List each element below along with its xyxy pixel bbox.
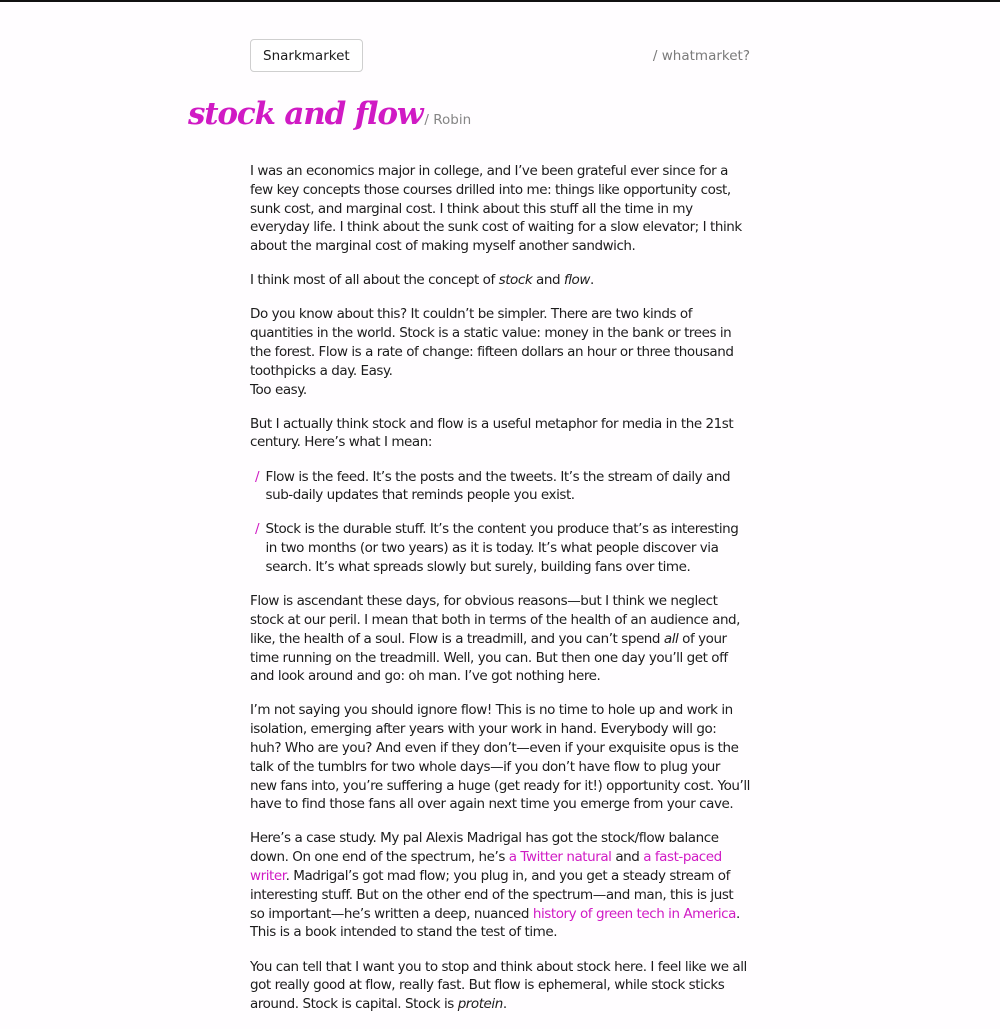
article-body [250,162,750,1029]
top-border [0,0,1000,2]
paragraph-8 [250,958,750,1014]
list-item [250,520,750,576]
definition-list [250,468,750,577]
emphasis-all: all [663,630,679,647]
text-span: I think most of all about the concept of [250,272,499,289]
text-span: . Madrigal’s got mad flow; you plug in, and you get a steady stream of interesting stuff. But on the other end of the spectrum—and man, this is just so important—he’s written a deep, nuanced [250,868,734,922]
paragraph-2 [250,271,750,290]
site-home-button[interactable]: Snarkmarket [250,39,363,72]
slash-bullet-icon: / [255,468,260,485]
whatmarket-link[interactable]: / whatmarket? [652,48,750,64]
post-byline[interactable]: / Robin [424,112,472,128]
twitter-natural-link[interactable]: a Twitter natural [508,849,612,866]
emphasis-flow: flow [563,272,590,289]
paragraph-5 [250,592,750,686]
text-span: Here’s a case study. My pal Alexis Madrigal has got the stock/flow balance down. On one end of the spectrum, he’s [250,830,719,866]
text-span: You can tell that I want you to stop and think about stock here. I feel like we all got really good at flow, really fast. But flow is ephemeral, while stock sticks around. Stock is capital. Stock is [250,958,747,1013]
list-item [250,468,750,506]
text-span: Do you know about this? It couldn’t be simpler. There are two kinds of quantities in the world. Stock is a static value: money in the bank or trees in the forest. Flow is a rate of change: fifteen dollars an hour or three thousand toothpicks a day. Easy. [250,306,734,379]
list-item-text: Stock is the durable stuff. It’s the content you produce that’s as interesting in two months (or two years) as it is today. It’s what people discover via search. It’s what spreads slowly but surely, building fans over time. [265,521,739,576]
list-item-text: Flow is the feed. It’s the posts and the tweets. It’s the stream of daily and sub-daily updates that reminds people you exist. [265,468,731,504]
text-span: of your time running on the treadmill. Well, you can. But then one day you’ll get off and look around and go: oh man. I’ve got nothing here. [250,630,728,685]
text-span: and [532,272,564,289]
paragraph-3 [250,305,750,399]
slash-bullet-icon: / [255,521,260,538]
site-header [250,39,750,73]
post-title: stock and flow [188,96,423,132]
paragraph-7 [250,829,750,942]
fast-paced-writer-link[interactable]: a fast-paced writer [250,849,722,885]
paragraph-6: I’m not saying you should ignore flow! This is no time to hole up and work in isolation, emerging after years with your work in hand. Everybody will go: huh? Who are you? And even if they don’t—even if your exquisite opus is the talk of the tumblrs for two whole days—if you don’t have flow to plug your new fans into, you’re suffering a huge (get ready for it!) opportunity cost. You’ll have to find those fans all over again next time you emerge from your cave. [250,702,750,813]
text-span: . [502,996,507,1013]
paragraph-4: But I actually think stock and flow is a useful metaphor for media in the 21st century. Here’s what I mean: [250,415,734,451]
paragraph-1: I was an economics major in college, and I’ve been grateful ever since for a few key concepts those courses drilled into me: things like opportunity cost, sunk cost, and marginal cost. I think about this stuff all the time in my everyday life. I think about the sunk cost of waiting for a slow elevator; I think about the marginal cost of making myself another sandwich. [250,163,742,255]
post-heading [188,96,471,132]
emphasis-protein: protein [457,996,503,1013]
text-span: . [589,272,594,289]
green-tech-history-link[interactable]: history of green tech in America [532,905,736,922]
text-span: Flow is ascendant these days, for obvious reasons—but I think we neglect stock at our peril. I mean that both in terms of the health of an audience and, like, the health of a soul. Flow is a treadmill, and you can’t spend [250,593,741,647]
text-span: and [611,849,644,866]
text-span: . This is a book intended to stand the test of time. [250,905,740,941]
text-span: Too easy. [250,381,307,398]
emphasis-stock: stock [498,272,533,289]
